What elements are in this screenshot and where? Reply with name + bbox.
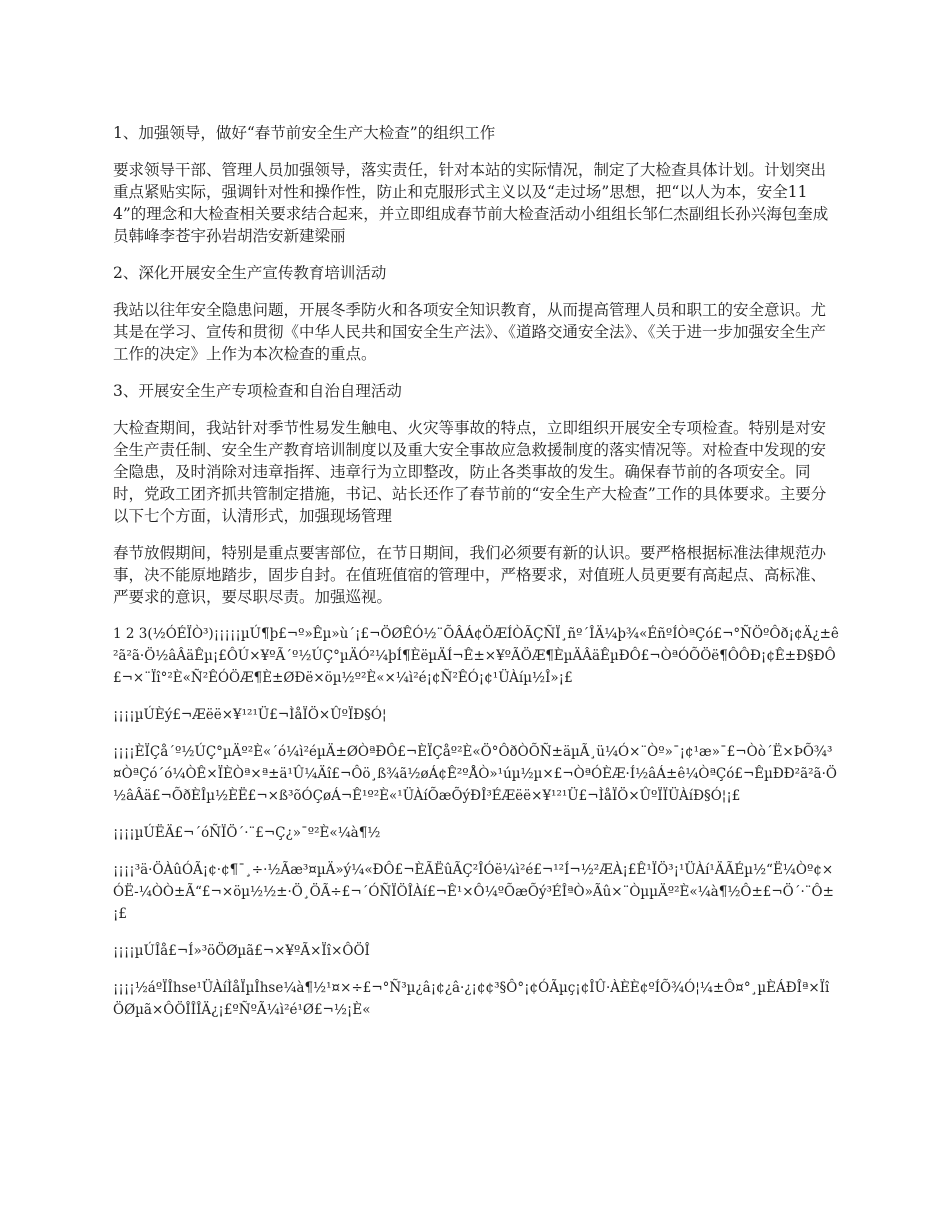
garbled-paragraph-3: ¡¡¡¡³ä·ÖÀûÓÃ¡¢·¢¶¯¸÷·½Ãæ³¤µÄ»ý¼«ÐÔ£¬ÈÃËûÃÇ²ÎÓë¼ì²é£¬¹²Í¬½²ÆÀ¡£Ê¹ÏÖ³¡¹ÜÀí¹ÄÃÉµ½“Ë¼Òº¢×ÓË-¼ÒÒ±Ã“£¬×öµ½½±·Ö¸ÖÃ÷£¬´ÓÑÏÖÎÀí£¬Ê¹×Ô¼ºÕæÕý³ÉÎªÒ»Ãû×¨ÒµµÄº²È«¼à¶½Ô±£¬Ö´·¨Ô±¡£ — [113, 862, 834, 922]
paragraph-3: 大检查期间，我站针对季节性易发生触电、火灾等事故的特点，立即组织开展安全专项检查。特别是对安全生产责任制、安全生产教育培训制度以及重大安全事故应急救援制度的落实情况等。对检查中发现的安全隐患，及时消除对违章指挥、违章行为立即整改，防止各类事故的发生。确保春节前的各项安全。同时，党政工团齐抓共管制定措施，书记、站长还作了春节前的“安全生产大检查”工作的具体要求。主要分以下七个方面，认清形式，加强现场管理 — [113, 419, 827, 525]
garbled-paragraph-1: 1 2 3(½ÓÉÏÒ³)¡¡¡¡¡µÚ¶þ£¬º»Êµ»ù´¡£¬ÖØÊÓ½¨ÕÂÁ¢ÖÆÍÒÃÇÑÏ¸ñº´ÎÄ¼þ¾«ÉñºÍÒªÇó£¬°ÑÖºÔð¡¢Ä¿±ê²ã²ã·Ö½âÂäÊµ¡£ÔÚ×¥ºÃ´º½ÚÇ°µÄÓ²¼þÍ¶ÈëµÄÍ¬Ê±×¥ºÃÖÆ¶ÈµÄÂäÊµÐÔ£¬ÒªÓÕÖë¶ÔÔÐ¡¢Ê±Ð§ÐÔ£¬×¨Ïî°²È«Ñ²ÊÓÖÆ¶È±ØÐë×öµ½º²È«×¼ì²é¡¢Ñ²ÊÓ¡¢¹ÜÀíµ½Î»¡£ — [113, 626, 839, 686]
paragraph-2: 我站以往年安全隐患问题，开展冬季防火和各项安全知识教育，从而提高管理人员和职工的安全意识。尤其是在学习、宣传和贯彻《中华人民共和国安全生产法》、《道路交通安全法》、《关于进一步加强安全生产工作的决定》上作为本次检查的重点。 — [113, 301, 827, 363]
garbled-paragraph-4: ¡¡¡¡½áºÏÎhse¹ÜÀíÌåÏµÎhse¼à¶½¹¤×÷£¬°Ñ³µ¿â¡¢¿â·¿¡¢¢³§Ô°¡¢ÓÃµç¡¢ÎÛ·ÀÈÈ¢ºÍÕ¾Ó¦¼±Ô¤°¸µÈÁÐÎª×ÏîÖØµã×ÔÖÎÎÎÄ¿¡£ºÑºÃ¼ì²é¹Ø£¬½¡È« — [113, 980, 830, 1018]
garbled-heading-5: ¡¡¡¡µÚÎå£¬Í»³öÖØµã£¬×¥ºÃ×Ïî×ÔÖÎ — [113, 943, 370, 959]
garbled-heading-4: ¡¡¡¡µÚËÄ£¬´óÑÏÖ´·¨£¬Ç¿»¯º²È«¼à¶½ — [113, 825, 381, 841]
section-heading-2: 2、深化开展安全生产宣传教育培训活动 — [113, 264, 387, 282]
paragraph-4: 春节放假期间，特别是重点要害部位，在节日期间，我们必须要有新的认识。要严格根据标准法律规范办事，决不能原地踏步，固步自封。在值班值宿的管理中，严格要求，对值班人员更要有高起点、高标准、严要求的意识，要尽职尽责。加强巡视。 — [113, 544, 827, 606]
document-page — [113, 122, 839, 1036]
garbled-paragraph-2: ¡¡¡¡ÈÏÇå´º½ÚÇ°µÄº²È«´ó¼ì²éµÄ±ØÒªÐÔ£¬ÈÏÇåº²È«Ö°ÔðÒÕÑ±äµÃ¸ü¼Ó×¨Òº»¯¡¢¹æ»¯£¬Òò´Ë×ÞÕ¾³¤ÒªÇó´ó¼ÒÊ×ÏÈÒª×ª±ä¹Û¼Äî£¬Ôö¸ß¾ã½øÁ¢Ê²ºÅÒ»¹úµ½µ×£¬ÒªÓÈÆ·Í½âÁ±ê¼ÒªÇó£¬ÊµÐÐ²ã²ã·Ö½âÂä£¬ÕðÈÎµ½ÈË£¬×ß³õÓÇøÁ¬Ê¹º²È«¹ÜÀíÕæÕýÐÎ³ÉÆëë×¥¹²¹Ü£¬ÌåÏÖ×ÛºÏÏÜÀíÐ§Ó¦¡£ — [113, 744, 837, 804]
garbled-heading-3: ¡¡¡¡µÚÈý£¬Æëë×¥¹²¹Ü£¬ÌåÏÖ×ÛºÏÐ§Ó¦ — [113, 707, 387, 723]
section-heading-1: 1、加强领导，做好“春节前安全生产大检查”的组织工作 — [113, 124, 496, 142]
paragraph-1: 要求领导干部、管理人员加强领导，落实责任，针对本站的实际情况，制定了大检查具体计划。计划突出重点紧贴实际，强调针对性和操作性，防止和克服形式主义以及“走过场”思想，把“以人为本，安全114”的理念和大检查相关要求结合起来，并立即组成春节前大检查活动小组组长邹仁杰副组长孙兴海包奎成员韩峰李苍宇孙岩胡浩安新建梁丽 — [113, 161, 829, 245]
section-heading-3: 3、开展安全生产专项检查和自治自理活动 — [113, 382, 402, 400]
